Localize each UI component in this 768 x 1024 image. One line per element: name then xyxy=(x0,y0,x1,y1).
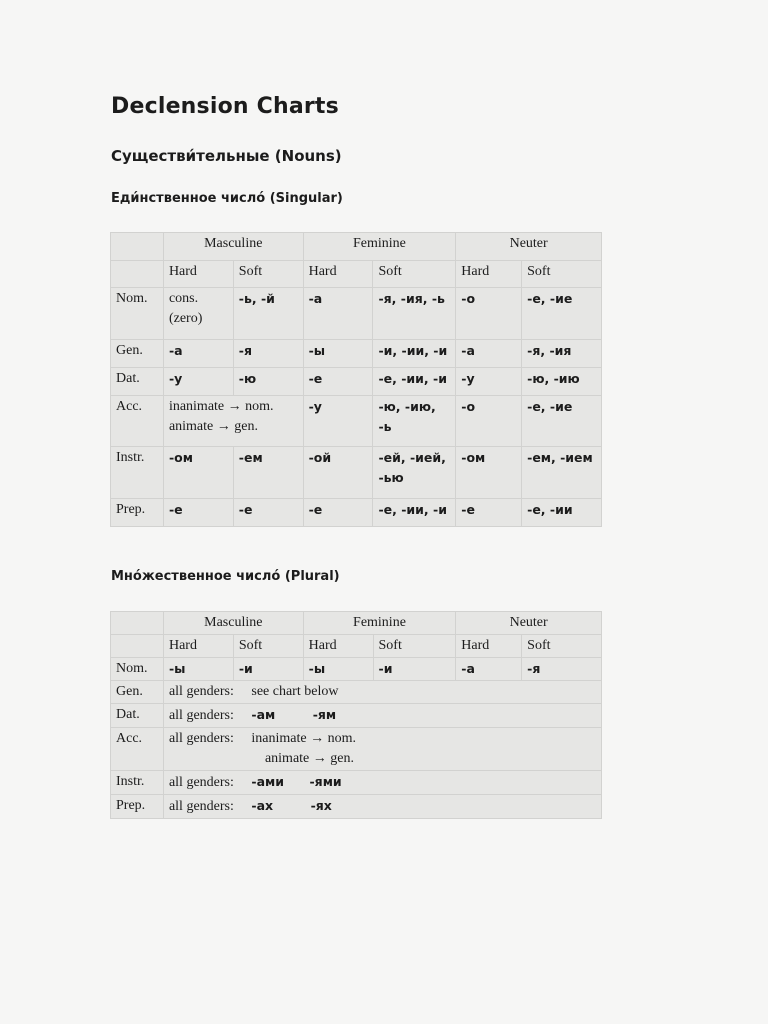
ending-cell: -я, -ия, -ь xyxy=(373,288,456,340)
ending-cell: -о xyxy=(456,288,522,340)
ending-cell: -ю, -ию xyxy=(522,367,602,395)
corner-cell xyxy=(111,612,164,635)
hard-ending: -ами xyxy=(251,774,284,789)
soft-ending: -ях xyxy=(310,798,332,813)
stem-header: Soft xyxy=(522,635,602,658)
corner-cell xyxy=(111,233,164,261)
ending-cell: -е, -ии, -и xyxy=(373,367,456,395)
table-row xyxy=(111,771,602,795)
all-genders-label: all genders: xyxy=(168,684,234,699)
ending-cell: -е xyxy=(163,499,233,527)
case-label: Nom. xyxy=(111,288,164,340)
ending-cell: -ы xyxy=(303,658,373,681)
ending-cell: -у xyxy=(303,395,373,447)
table-row xyxy=(111,681,602,704)
stem-header: Soft xyxy=(233,635,303,658)
gender-header: Masculine xyxy=(163,233,303,261)
ending-cell: cons. (zero) xyxy=(163,288,233,340)
ending-cell: -е, -ии xyxy=(522,499,602,527)
gender-header-row xyxy=(111,612,602,635)
stem-header: Soft xyxy=(522,260,602,288)
case-label: Gen. xyxy=(111,340,164,368)
page-title: Declension Charts xyxy=(111,94,339,119)
gender-header: Masculine xyxy=(163,612,303,635)
ending-cell: -ы xyxy=(303,340,373,368)
stem-header-row xyxy=(111,260,602,288)
ending-cell: -о xyxy=(456,395,522,447)
table-row xyxy=(111,499,602,527)
all-genders-label: all genders: xyxy=(168,799,234,814)
singular-declension-table xyxy=(110,232,602,527)
case-label: Acc. xyxy=(111,395,164,447)
all-genders-label: all genders: xyxy=(168,775,234,790)
ending-cell: -и xyxy=(233,658,303,681)
table-row xyxy=(111,340,602,368)
hard-ending: -ам xyxy=(251,707,276,722)
merged-cell xyxy=(163,771,601,795)
table-row xyxy=(111,288,602,340)
ending-cell: -е xyxy=(456,499,522,527)
all-genders-label: all genders: xyxy=(168,731,234,746)
merged-cell xyxy=(163,795,601,819)
table-row xyxy=(111,367,602,395)
ending-cell: -я, -ия xyxy=(522,340,602,368)
table-row xyxy=(111,728,602,771)
all-genders-label: all genders: xyxy=(168,708,234,723)
ending-cell: -а xyxy=(456,658,522,681)
corner-cell xyxy=(111,635,164,658)
case-label: Acc. xyxy=(111,728,164,771)
ending-cell: -е xyxy=(303,367,373,395)
corner-cell xyxy=(111,260,164,288)
ending-cell: -е, -ие xyxy=(522,395,602,447)
see-chart-note: see chart below xyxy=(251,684,339,699)
case-label: Prep. xyxy=(111,499,164,527)
ending-cell: -е, -ии, -и xyxy=(373,499,456,527)
case-label: Dat. xyxy=(111,704,164,728)
plural-declension-table xyxy=(110,611,602,819)
stem-header: Hard xyxy=(303,260,373,288)
ending-cell: -ю, -ию, -ь xyxy=(373,395,456,447)
soft-ending: -ям xyxy=(312,707,337,722)
case-label: Gen. xyxy=(111,681,164,704)
table-row xyxy=(111,658,602,681)
acc-rule-animate: animate → gen. xyxy=(264,751,354,766)
merged-cell xyxy=(163,704,601,728)
case-label: Instr. xyxy=(111,771,164,795)
ending-cell: -а xyxy=(303,288,373,340)
ending-cell: -а xyxy=(456,340,522,368)
gender-header: Feminine xyxy=(303,612,456,635)
ending-cell: -ой xyxy=(303,447,373,499)
stem-header: Hard xyxy=(303,635,373,658)
ending-cell: -и, -ии, -и xyxy=(373,340,456,368)
stem-header: Hard xyxy=(456,635,522,658)
stem-header: Hard xyxy=(456,260,522,288)
stem-header-row xyxy=(111,635,602,658)
ending-cell: -я xyxy=(233,340,303,368)
stem-header: Hard xyxy=(163,635,233,658)
gender-header: Feminine xyxy=(303,233,456,261)
stem-header: Hard xyxy=(163,260,233,288)
stem-header: Soft xyxy=(373,260,456,288)
ending-cell: -ом xyxy=(456,447,522,499)
ending-cell: -у xyxy=(163,367,233,395)
merged-cell xyxy=(163,728,601,771)
table-row xyxy=(111,447,602,499)
hard-ending: -ах xyxy=(251,798,274,813)
gender-header: Neuter xyxy=(456,233,602,261)
case-label: Prep. xyxy=(111,795,164,819)
ending-cell: -а xyxy=(163,340,233,368)
acc-rule-animate: animate → gen. xyxy=(168,418,258,434)
ending-cell: -у xyxy=(456,367,522,395)
case-label: Instr. xyxy=(111,447,164,499)
soft-ending: -ями xyxy=(309,774,342,789)
ending-cell: -ей, -ией, -ью xyxy=(373,447,456,499)
gender-header: Neuter xyxy=(456,612,602,635)
ending-cell: -я xyxy=(522,658,602,681)
ending-cell: -ем, -ием xyxy=(522,447,602,499)
ending-cell xyxy=(163,395,303,447)
ending-cell: -ю xyxy=(233,367,303,395)
stem-header: Soft xyxy=(373,635,456,658)
table-row xyxy=(111,704,602,728)
ending-cell: -ы xyxy=(163,658,233,681)
acc-rule-inanimate: inanimate → nom. xyxy=(168,398,274,414)
ending-cell: -е xyxy=(303,499,373,527)
plural-heading: Мно́жественное число́ (Plural) xyxy=(111,569,340,584)
singular-heading: Еди́нственное число́ (Singular) xyxy=(111,191,343,206)
stem-header: Soft xyxy=(233,260,303,288)
ending-cell: -ь, -й xyxy=(233,288,303,340)
case-label: Dat. xyxy=(111,367,164,395)
section-title: Существи́тельные (Nouns) xyxy=(111,147,342,165)
ending-cell: -е, -ие xyxy=(522,288,602,340)
case-label: Nom. xyxy=(111,658,164,681)
table-row xyxy=(111,395,602,447)
ending-cell: -ом xyxy=(163,447,233,499)
table-row xyxy=(111,795,602,819)
ending-cell: -ем xyxy=(233,447,303,499)
merged-cell xyxy=(163,681,601,704)
ending-cell: -и xyxy=(373,658,456,681)
acc-rule-inanimate: inanimate → nom. xyxy=(251,731,356,746)
ending-cell: -е xyxy=(233,499,303,527)
gender-header-row xyxy=(111,233,602,261)
